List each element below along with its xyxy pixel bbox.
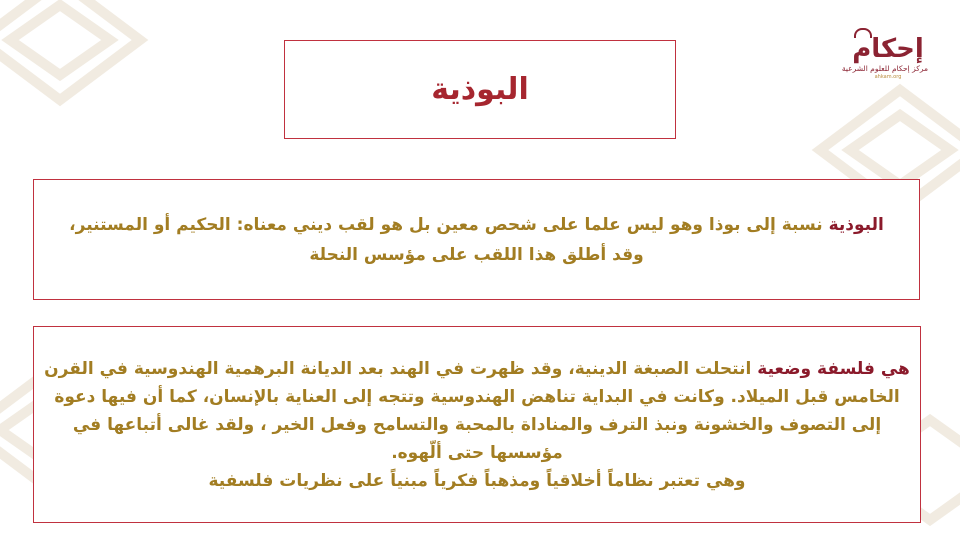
logo	[841, 22, 928, 94]
description-text	[43, 355, 911, 495]
description-box	[33, 326, 921, 523]
slide-title: البوذية	[431, 72, 529, 107]
definition-lead: البوذية	[828, 214, 884, 235]
description-closing: وهي تعتبر نظاماً أخلاقياً ومذهباً فكرياً مبنياً على نظريات فلسفية	[208, 470, 746, 491]
definition-box	[33, 179, 920, 300]
definition-text	[62, 210, 892, 270]
title-box	[284, 40, 676, 139]
logo-subtitle: مركز إحكام للعلوم الشرعية	[841, 64, 928, 73]
description-body: انتحلت الصبغة الدينية، وقد ظهرت في الهند بعد الديانة البرهمية الهندوسية في القرن الخامس قبل الميلاد. وكانت في البداية تناهض الهندوسية وتتجه إلى العناية بالإنسان، كما أن فيها دعوة إلى التصوف والخشونة ونبذ الترف والمناداة بالمحبة والتسامح وفعل الخير ، ولقد غالى أتباعها في مؤسسها حتى ألّهوه.	[44, 358, 900, 463]
logo-dome-icon	[854, 28, 872, 38]
description-lead: هي فلسفة وضعية	[757, 358, 910, 379]
definition-body: نسبة إلى بوذا وهو ليس علما على شحص معين بل هو لقب ديني معناه: الحكيم أو المستنير، وقد أطلق هذا اللقب على مؤسس النحلة	[69, 214, 829, 265]
logo-tagline: ahkam.org	[874, 74, 902, 80]
logo-wordmark: إحكام	[852, 34, 924, 64]
